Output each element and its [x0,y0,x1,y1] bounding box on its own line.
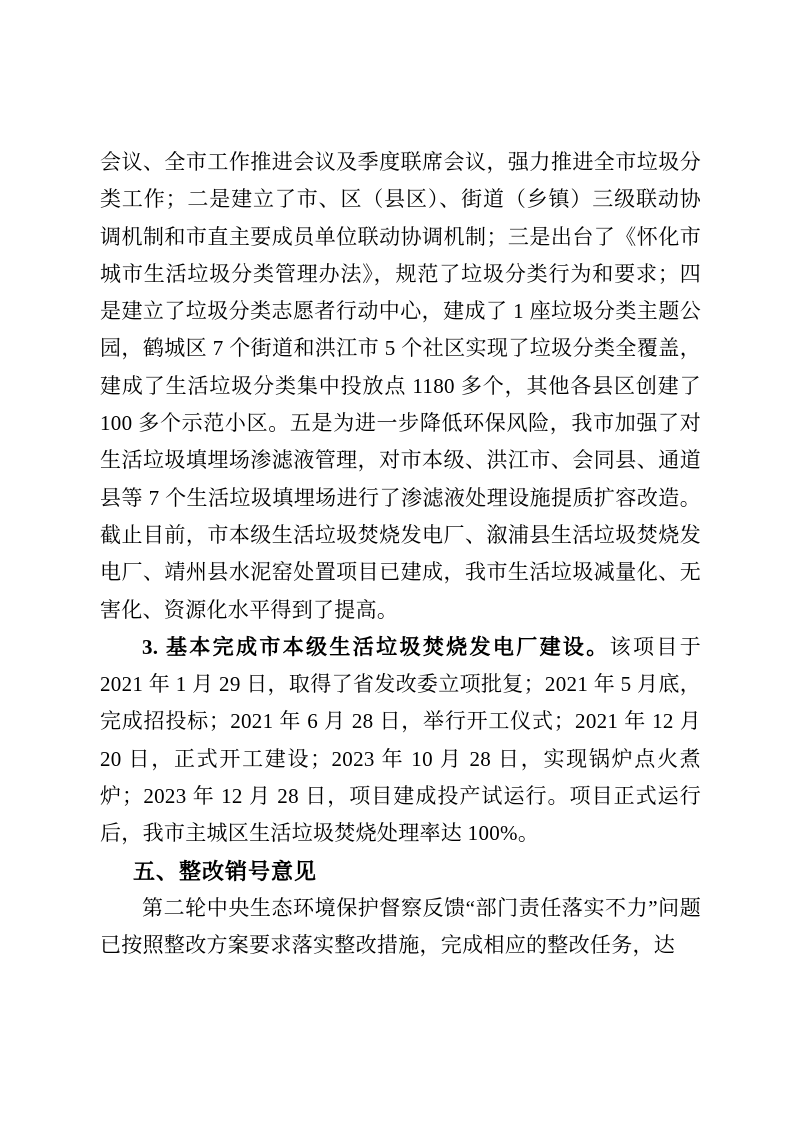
section-heading-rectification-opinion: 五、整改销号意见 [133,858,318,884]
paragraph-lead-bold-text: 3. 基本完成市本级生活垃圾焚烧发电厂建设。 [142,634,610,659]
paragraph-incineration-plant-progress [100,629,701,853]
document-body [100,144,701,965]
paragraph-timeline-text: 该项目于 2021 年 1 月 29 日，取得了省发改委立项批复；2021 年 5 月底，完成招投标；2021 年 6 月 28 日，举行开工仪式；2021 年 12 月 20 日，正式开工建设；2023 年 10 月 28 日，实现锅炉点火煮炉；2023 年 12 月 28 日，项目建成投产试运行。项目正式运行后，我市主城区生活垃圾焚烧处理率达 100%。 [100,634,701,846]
paragraph-waste-classification-measures: 会议、全市工作推进会议及季度联席会议，强力推进全市垃圾分类工作；二是建立了市、区（县区）、街道（乡镇）三级联动协调机制和市直主要成员单位联动协调机制；三是出台了《怀化市城市生活垃圾分类管理办法》，规范了垃圾分类行为和要求；四是建立了垃圾分类志愿者行动中心，建成了 1 座垃圾分类主题公园，鹤城区 7 个街道和洪江市 5 个社区实现了垃圾分类全覆盖，建成了生活垃圾分类集中投放点 1180 多个，其他各县区创建了 100 多个示范小区。五是为进一步降低环保风险，我市加强了对生活垃圾填埋场渗滤液管理，对市本级、洪江市、会同县、通道县等 7 个生活垃圾填埋场进行了渗滤液处理设施提质扩容改造。截止目前，市本级生活垃圾焚烧发电厂、溆浦县生活垃圾焚烧发电厂、靖州县水泥窑处置项目已建成，我市生活垃圾减量化、无害化、资源化水平得到了提高。 [100,150,701,622]
paragraph-rectification-conclusion: 第二轮中央生态环境保护督察反馈“部门责任落实不力”问题已按照整改方案要求落实整改措施，完成相应的整改任务，达 [100,895,701,958]
